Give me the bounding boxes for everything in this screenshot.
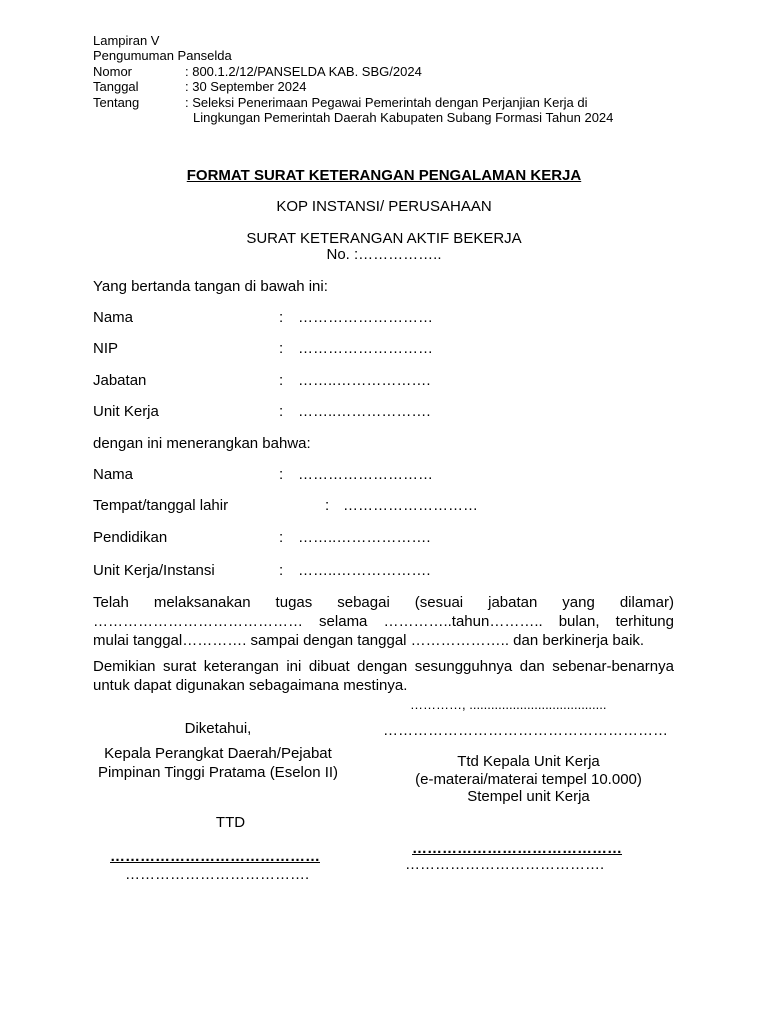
right-role-line2: (e-materai/materai tempel 10.000)	[415, 771, 642, 788]
signer-name-value: ………………………	[298, 309, 433, 326]
left-ttd-label: TTD	[215, 814, 246, 831]
subject-name-colon: :	[279, 466, 284, 483]
left-nip-line: ……………………………….	[125, 866, 310, 883]
tentang-value-line2: Lingkungan Pemerintah Daerah Kabupaten Subang Formasi Tahun 2024	[193, 110, 614, 125]
subject-unit-label: Unit Kerja/Instansi	[93, 562, 215, 579]
tentang-value-line1: : Seleksi Penerimaan Pegawai Pemerintah dengan Perjanjian Kerja di	[185, 95, 588, 110]
subject-name-value: ………………………	[298, 466, 433, 483]
signer-name-label: Nama	[93, 309, 134, 326]
service-paragraph-line2: …………………………………… selama …………..tahun……….. bulan, terhitung	[93, 613, 674, 630]
nomor-label: Nomor	[93, 64, 133, 79]
left-known-label: Diketahui,	[184, 720, 252, 737]
left-name-line: ……………………………………	[110, 848, 320, 865]
service-paragraph	[93, 593, 674, 650]
document-title: FORMAT SURAT KETERANGAN PENGALAMAN KERJA	[186, 167, 582, 184]
attachment-label: Lampiran V	[93, 33, 160, 48]
right-role-line1: Ttd Kepala Unit Kerja	[457, 753, 600, 770]
right-role-line3: Stempel unit Kerja	[467, 788, 590, 805]
closing-paragraph-line2: untuk dapat digunakan sebagaimana mestinya.	[93, 677, 408, 694]
signer-position-value: ……..……………….	[298, 372, 431, 389]
signer-position-colon: :	[279, 372, 284, 389]
signer-unit-colon: :	[279, 403, 284, 420]
signer-name-colon: :	[279, 309, 284, 326]
left-role-line2: Pimpinan Tinggi Pratama (Eselon II)	[97, 764, 339, 781]
closing-paragraph-line1: Demikian surat keterangan ini dibuat dengan sesungguhnya dan sebenar-benarnya	[93, 658, 674, 675]
service-paragraph-line3: mulai tanggal…………. sampai dengan tanggal ……………….. dan berkinerja baik.	[93, 632, 645, 649]
service-paragraph-line1: Telah melaksanakan tugas sebagai (sesuai jabatan yang dilamar)	[93, 594, 674, 611]
letter-title: SURAT KETERANGAN AKTIF BEKERJA	[246, 230, 522, 247]
tanggal-label: Tanggal	[93, 79, 139, 94]
statement-text: dengan ini menerangkan bahwa:	[93, 435, 311, 452]
kop-placeholder: KOP INSTANSI/ PERUSAHAAN	[276, 198, 492, 215]
subject-birth-colon: :	[325, 497, 330, 514]
letter-number: No. :……………..	[326, 246, 442, 263]
closing-paragraph	[93, 657, 674, 695]
intro-text: Yang bertanda tangan di bawah ini:	[93, 278, 328, 295]
signer-nip-label: NIP	[93, 340, 119, 357]
tentang-label: Tentang	[93, 95, 140, 110]
tanggal-value: : 30 September 2024	[185, 79, 307, 94]
subject-unit-value: ……..……………….	[298, 562, 431, 579]
signer-unit-value: ……..……………….	[298, 403, 431, 420]
signer-position-label: Jabatan	[93, 372, 147, 389]
subject-name-label: Nama	[93, 466, 134, 483]
right-name-line: ……………………………………	[412, 840, 622, 857]
right-org-line: …………………………………………………	[383, 722, 668, 739]
announcement-label: Pengumuman Panselda	[93, 48, 232, 63]
right-nip-line: ………………………………….	[405, 856, 605, 873]
signer-unit-label: Unit Kerja	[93, 403, 159, 420]
place-date-line: …………, ......................................	[410, 697, 607, 712]
subject-birth-label: Tempat/tanggal lahir	[93, 497, 229, 514]
nomor-value: : 800.1.2/12/PANSELDA KAB. SBG/2024	[185, 64, 422, 79]
subject-education-label: Pendidikan	[93, 529, 168, 546]
signer-nip-value: ………………………	[298, 340, 433, 357]
subject-birth-value: ………………………	[343, 497, 478, 514]
subject-unit-colon: :	[279, 562, 284, 579]
signer-nip-colon: :	[279, 340, 284, 357]
subject-education-value: ……..……………….	[298, 529, 431, 546]
subject-education-colon: :	[279, 529, 284, 546]
left-role-line1: Kepala Perangkat Daerah/Pejabat	[104, 745, 332, 762]
